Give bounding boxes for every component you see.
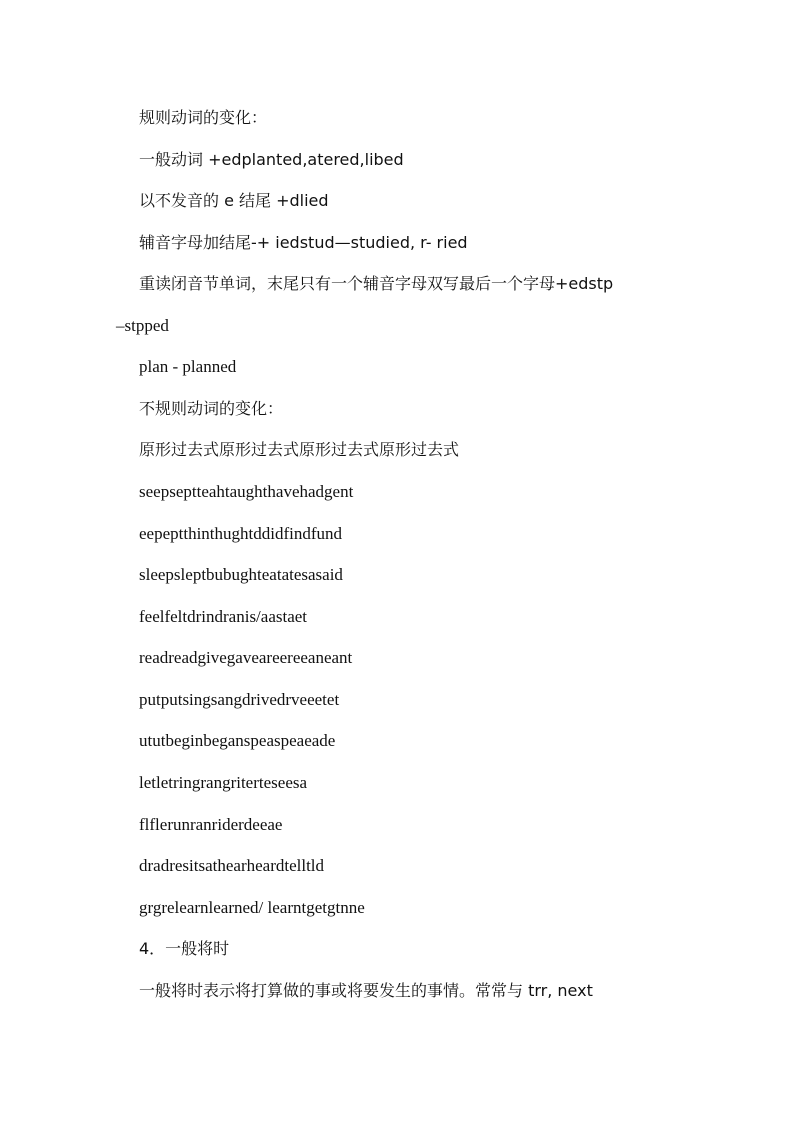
text-line-22: 一般将时表示将打算做的事或将要发生的事情。常常与 trr, next — [139, 981, 593, 1000]
text-line-4: 辅音字母加结尾-+ iedstud—studied, r- ried — [139, 233, 468, 252]
text-line-2: 一般动词 +edplanted,atered,libed — [139, 150, 404, 169]
text-line-11: eepeptthinthughtddidfindfund — [139, 524, 343, 543]
section-heading: 4．一般将时 — [139, 939, 230, 958]
text-line-19: dradresitsathearheardtelltld — [139, 856, 325, 875]
text-line-6: –stpped — [116, 316, 169, 335]
text-line-1: 规则动词的变化： — [139, 108, 268, 127]
text-line-7: plan - planned — [139, 357, 237, 376]
text-line-20: grgrelearnlearned/ learntgetgtnne — [139, 898, 365, 917]
text-line-13: feelfeltdrindranis/aastaet — [139, 607, 308, 626]
text-line-15: putputsingsangdrivedrveeetet — [139, 690, 340, 709]
text-line-14: readreadgivegaveareereeaneant — [139, 648, 353, 667]
text-line-16: ututbeginbeganspeaspeaeade — [139, 731, 336, 750]
text-line-5: 重读闭音节单词，末尾只有一个辅音字母双写最后一个字母+edstp — [139, 274, 614, 293]
text-line-9: 原形过去式原形过去式原形过去式原形过去式 — [139, 440, 460, 459]
text-line-8: 不规则动词的变化： — [139, 399, 284, 418]
text-line-3: 以不发音的 e 结尾 +dlied — [139, 191, 329, 210]
text-line-18: flflerunranriderdeeae — [139, 815, 283, 834]
text-line-10: seepseptteahtaughthavehadgent — [139, 482, 354, 501]
text-line-17: letletringrangriterteseesa — [139, 773, 308, 792]
text-line-12: sleepsleptbubughteatatesasaid — [139, 565, 343, 584]
